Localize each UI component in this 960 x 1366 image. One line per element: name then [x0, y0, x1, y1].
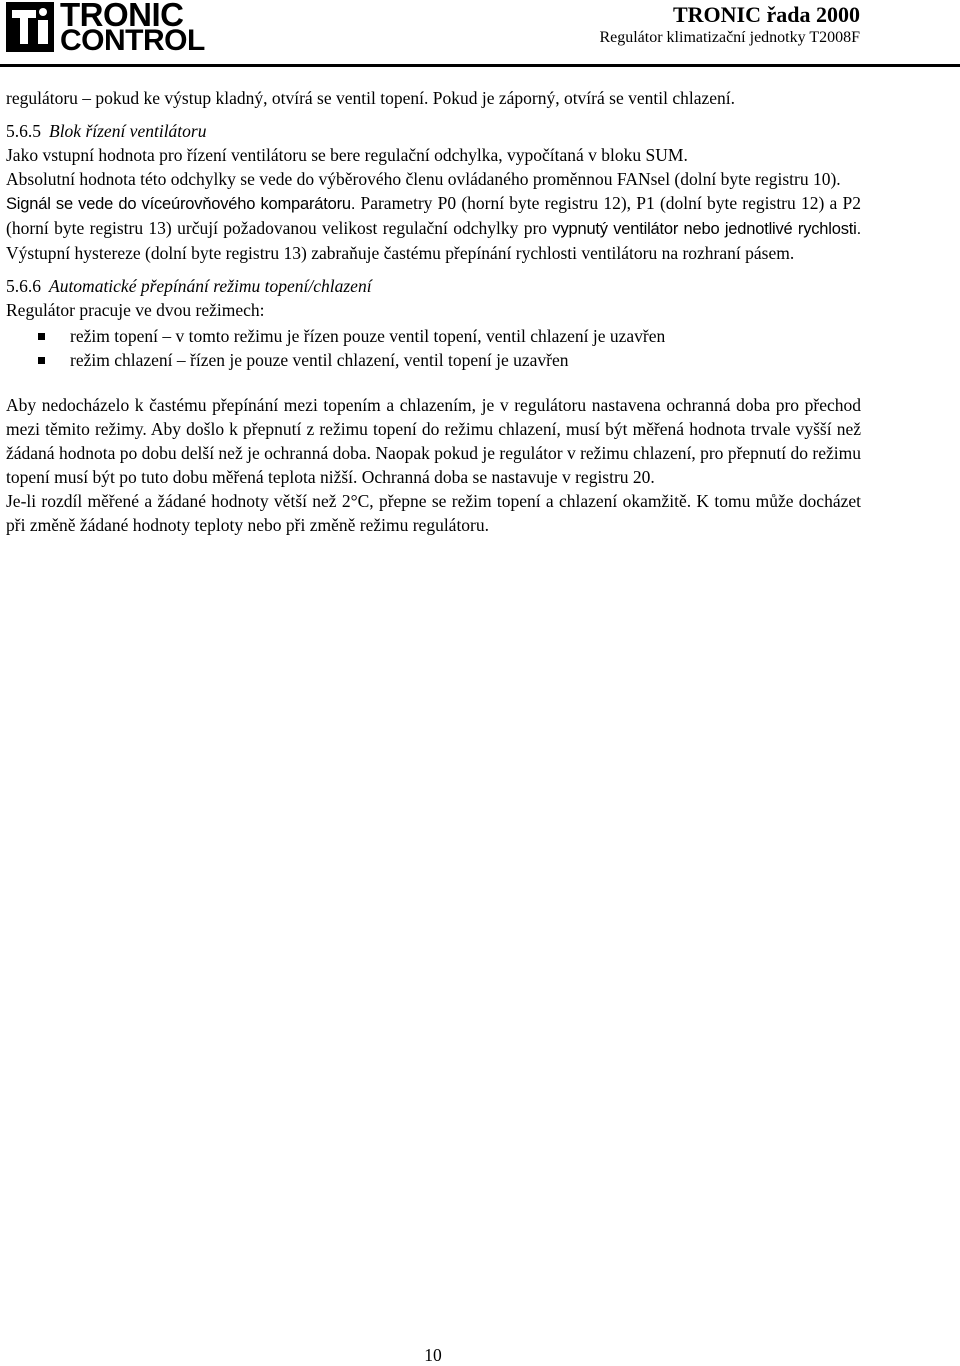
- modes-list: [6, 324, 861, 372]
- header-divider: [0, 64, 960, 67]
- square-bullet-icon: [38, 333, 45, 340]
- section-heading-565: [6, 119, 861, 143]
- tronic-control-logo: [6, 0, 205, 57]
- comparator-parameters-text: Parametry P0 (horní byte registru 12), P1 (dolní byte registru 12) a P2 (horní byte registru 13) určují požadovanou velikost regulační odchylky pro: [6, 193, 861, 238]
- page-number: 10: [424, 1345, 442, 1365]
- section-number: 5.6.6: [6, 276, 41, 296]
- document-subtitle: Regulátor klimatizační jednotky T2008F: [599, 29, 860, 46]
- comparator-lead-text: Signál se vede do víceúrovňového komparátoru.: [6, 195, 356, 213]
- page-header: [0, 0, 960, 66]
- modes-lead-paragraph: Regulátor pracuje ve dvou režimech:: [6, 300, 265, 320]
- square-bullet-icon: [38, 357, 45, 364]
- mode-text: režim topení – v tomto režimu je řízen pouze ventil topení, ventil chlazení je uzavřen: [70, 326, 666, 346]
- list-item: [6, 348, 861, 372]
- section-title: Automatické přepínání režimu topení/chlazení: [49, 276, 372, 296]
- logo-word-control: CONTROL: [60, 24, 205, 57]
- page-content: [6, 86, 861, 537]
- section-heading-566: [6, 274, 861, 298]
- tronic-logo-mark-icon: [6, 2, 54, 52]
- list-item: [6, 324, 861, 348]
- section-title: Blok řízení ventilátoru: [49, 121, 207, 141]
- protection-time-paragraph: Aby nedocházelo k častému přepínání mezi topením a chlazením, je v regulátoru nastavena ochranná doba pro přechod mezi těmito režimy. Aby došlo k přepnutí z režimu topení do režimu chlazení, musí být měřená hodnota trvale vyšší než žádaná hodnota po dobu delší než je ochranná doba. Naopak pokud je regulátor v režimu chlazení, pro přepnutí do režimu topení musí být po tuto dobu měřená teplota nižší. Ochranná doba se nastavuje v registru 20.: [6, 395, 861, 487]
- mode-text: režim chlazení – řízen je pouze ventil chlazení, ventil topení je uzavřen: [70, 350, 569, 370]
- section-number: 5.6.5: [6, 121, 41, 141]
- intro-paragraph: regulátoru – pokud ke výstup kladný, otvírá se ventil topení. Pokud je záporný, otvírá se ventil chlazení.: [6, 88, 735, 108]
- logo-word-tronic: TRONIC: [60, 0, 184, 33]
- fan-paragraph-comparator: [6, 191, 861, 265]
- comparator-speeds-text: vypnutý ventilátor nebo jednotlivé rychlosti.: [552, 220, 862, 238]
- fan-paragraph-input: Jako vstupní hodnota pro řízení ventilátoru se bere regulační odchylka, vypočítaná v bloku SUM.: [6, 145, 688, 165]
- comparator-hysteresis-text: Výstupní hystereze (dolní byte registru 13) zabraňuje častému přepínání rychlosti ventilátoru na rozhraní pásem.: [6, 243, 795, 263]
- fan-paragraph-absolute: Absolutní hodnota této odchylky se vede do výběrového členu ovládaného proměnnou FANsel (dolní byte registru 10).: [6, 169, 841, 189]
- document-title: TRONIC řada 2000: [672, 2, 860, 27]
- temperature-difference-paragraph: Je-li rozdíl měřené a žádané hodnoty větší než 2°C, přepne se režim topení a chlazení okamžitě. K tomu může docházet při změně žádané hodnoty teploty nebo při změně režimu regulátoru.: [6, 491, 861, 535]
